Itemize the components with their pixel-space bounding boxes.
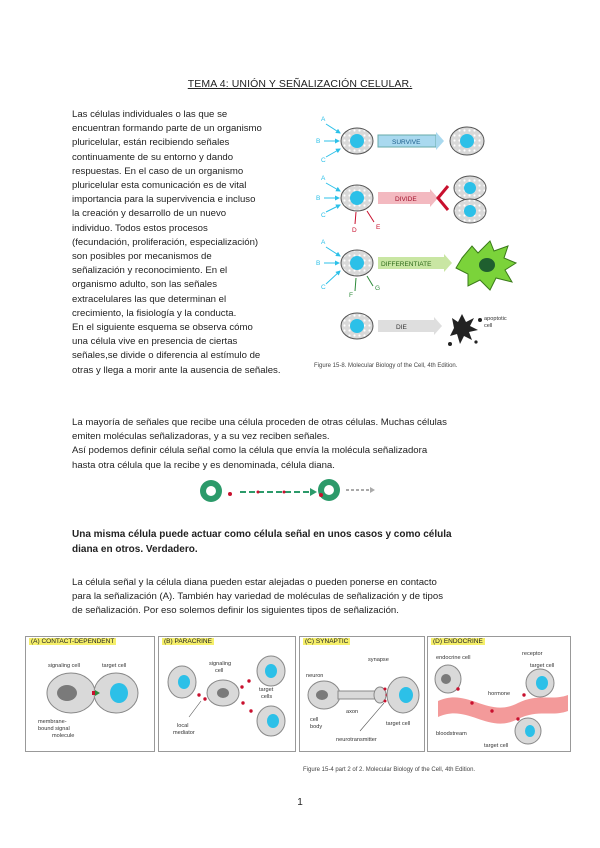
bold-statement <box>72 528 542 557</box>
line: crecimiento, la fisiología y la conducta. <box>72 307 237 319</box>
differentiate-row <box>316 239 516 299</box>
panel-contact-dependent <box>25 636 155 752</box>
caption-line: membrane- <box>38 719 67 725</box>
line: respuestas. En el caso de un organismo <box>72 165 244 177</box>
cell-label: cell <box>215 668 224 674</box>
panel-paracrine <box>158 636 296 752</box>
hormone-label: hormone <box>488 691 511 697</box>
panel-title: (A) CONTACT-DEPENDENT <box>31 638 115 645</box>
line: individuo. Todos estos procesos <box>72 222 208 234</box>
divide-row <box>316 175 486 234</box>
label-f: F <box>349 292 353 299</box>
label-b: B <box>316 195 321 202</box>
line: son posibles por mecanismos de <box>72 251 212 263</box>
die-label: DIE <box>396 324 407 331</box>
line: organismo adulto, son las señales <box>72 279 218 291</box>
line: (fecundación, proliferación, especialización) <box>72 236 259 248</box>
label-a: A <box>321 175 326 182</box>
label-b: B <box>316 138 321 145</box>
caption-line: bound signal <box>38 726 70 732</box>
paragraph-3 <box>72 576 542 619</box>
line: La célula señal y la célula diana pueden estar alejadas o pueden ponerse en contacto <box>72 577 437 588</box>
line: diana en otros. Verdadero. <box>72 543 198 555</box>
survive-label: SURVIVE <box>392 139 421 146</box>
line: pluricelular, están recibiendo señales <box>72 137 230 149</box>
paracrine-diagram <box>159 637 295 751</box>
line: hasta otra célula que la recibe y es denominada, célula diana. <box>72 459 335 471</box>
line: señales,se divide o diferencia al estímulo de <box>72 350 261 362</box>
die-row <box>341 313 507 346</box>
line: extracelulares las que determinan el <box>72 293 227 305</box>
label-g: G <box>375 285 381 292</box>
label-e: E <box>376 224 381 231</box>
neuron-label: neuron <box>306 673 324 679</box>
target-cell-label: target cell <box>102 663 127 669</box>
figure2-caption: Figure 15-4 part 2 of 2. Molecular Biology of the Cell, 4th Edition. <box>303 767 476 773</box>
signal-target-diagram <box>198 478 398 504</box>
endocrine-diagram <box>428 637 570 751</box>
line: En el siguiente esquema se observa cómo <box>72 322 253 334</box>
apoptotic-label: apoptotic <box>484 316 507 322</box>
bloodstream-label: bloodstream <box>436 731 467 737</box>
cells-label: cells <box>261 694 273 700</box>
differentiate-label: DIFFERENTIATE <box>381 261 432 268</box>
target-cell-label-2: target cell <box>484 743 509 749</box>
target-label: target <box>259 687 274 693</box>
survive-row <box>316 116 484 164</box>
page-number: 1 <box>297 797 303 808</box>
receptor-label: receptor <box>522 651 543 657</box>
paragraph-2 <box>72 416 542 473</box>
caption-line: molecule <box>52 733 75 739</box>
line: la creación y desarrollo de un nuevo <box>72 208 227 220</box>
label-b: B <box>316 260 321 267</box>
target-cell-label: target cell <box>386 721 411 727</box>
endocrine-cell-label: endocrine cell <box>436 655 471 661</box>
synapse-label: synapse <box>368 657 389 663</box>
line: Las células individuales o las que se <box>72 109 228 120</box>
label-a: A <box>321 116 326 123</box>
neurotransmitter-label: neurotransmitter <box>336 737 377 743</box>
label-c: C <box>321 157 326 164</box>
page-title: TEMA 4: UNIÓN Y SEÑALIZACIÓN CELULAR. <box>187 78 413 90</box>
line: señalización y reconocimiento. En el <box>72 265 228 277</box>
local-label: local <box>177 723 189 729</box>
target-cell-label: target cell <box>530 663 555 669</box>
label-d: D <box>352 227 357 234</box>
line: Una misma célula puede actuar como célula señal en unos casos y como célula <box>72 529 452 540</box>
line: emiten moléculas señalizadoras, y a su vez reciben señales. <box>72 431 330 443</box>
line: Así podemos definir célula señal como la célula que envía la molécula señalizadora <box>72 445 428 457</box>
line: pluricelular esta comunicación es de vital <box>72 180 247 192</box>
intro-paragraph <box>72 108 304 378</box>
panel-title: (C) SYNAPTIC <box>305 638 349 645</box>
line: para la señalización (A). También hay variedad de moléculas de señalización y de tipos <box>72 591 443 603</box>
synaptic-diagram <box>300 637 424 751</box>
panel-endocrine <box>427 636 571 752</box>
nucleus <box>350 134 364 148</box>
signaling-cell-label: signaling cell <box>48 663 81 669</box>
line: una célula vive en presencia de ciertas <box>72 336 238 348</box>
cell-fates-figure <box>312 108 532 360</box>
contact-dependent-diagram <box>26 637 154 751</box>
divide-label: DIVIDE <box>395 196 417 203</box>
panel-title: (B) PARACRINE <box>164 638 212 645</box>
line: importancia para la supervivencia e incluso <box>72 194 256 206</box>
label-c: C <box>321 284 326 291</box>
mediator-label: mediator <box>173 730 195 736</box>
signaling-label: signaling <box>209 661 232 667</box>
line: otras y llega a morir ante la ausencia de señales. <box>72 364 281 376</box>
axon-label: axon <box>346 709 359 715</box>
panel-synaptic <box>299 636 425 752</box>
line: La mayoría de señales que recibe una célula proceden de otras células. Muchas células <box>72 417 447 428</box>
line: encuentran formando parte de un organismo <box>72 123 262 135</box>
panel-title: (D) ENDOCRINE <box>433 638 483 645</box>
figure1-caption: Figure 15-8. Molecular Biology of the Cell, 4th Edition. <box>314 363 458 369</box>
line: de señalización. Por eso solemos definir los siguientes tipos de señalización. <box>72 605 399 617</box>
line: continuamente de su entorno y dando <box>72 151 234 163</box>
label-a: A <box>321 239 326 246</box>
body-label: body <box>310 724 323 730</box>
apoptotic-cell-label: cell <box>484 323 493 329</box>
label-c: C <box>321 212 326 219</box>
cell-label: cell <box>310 717 319 723</box>
